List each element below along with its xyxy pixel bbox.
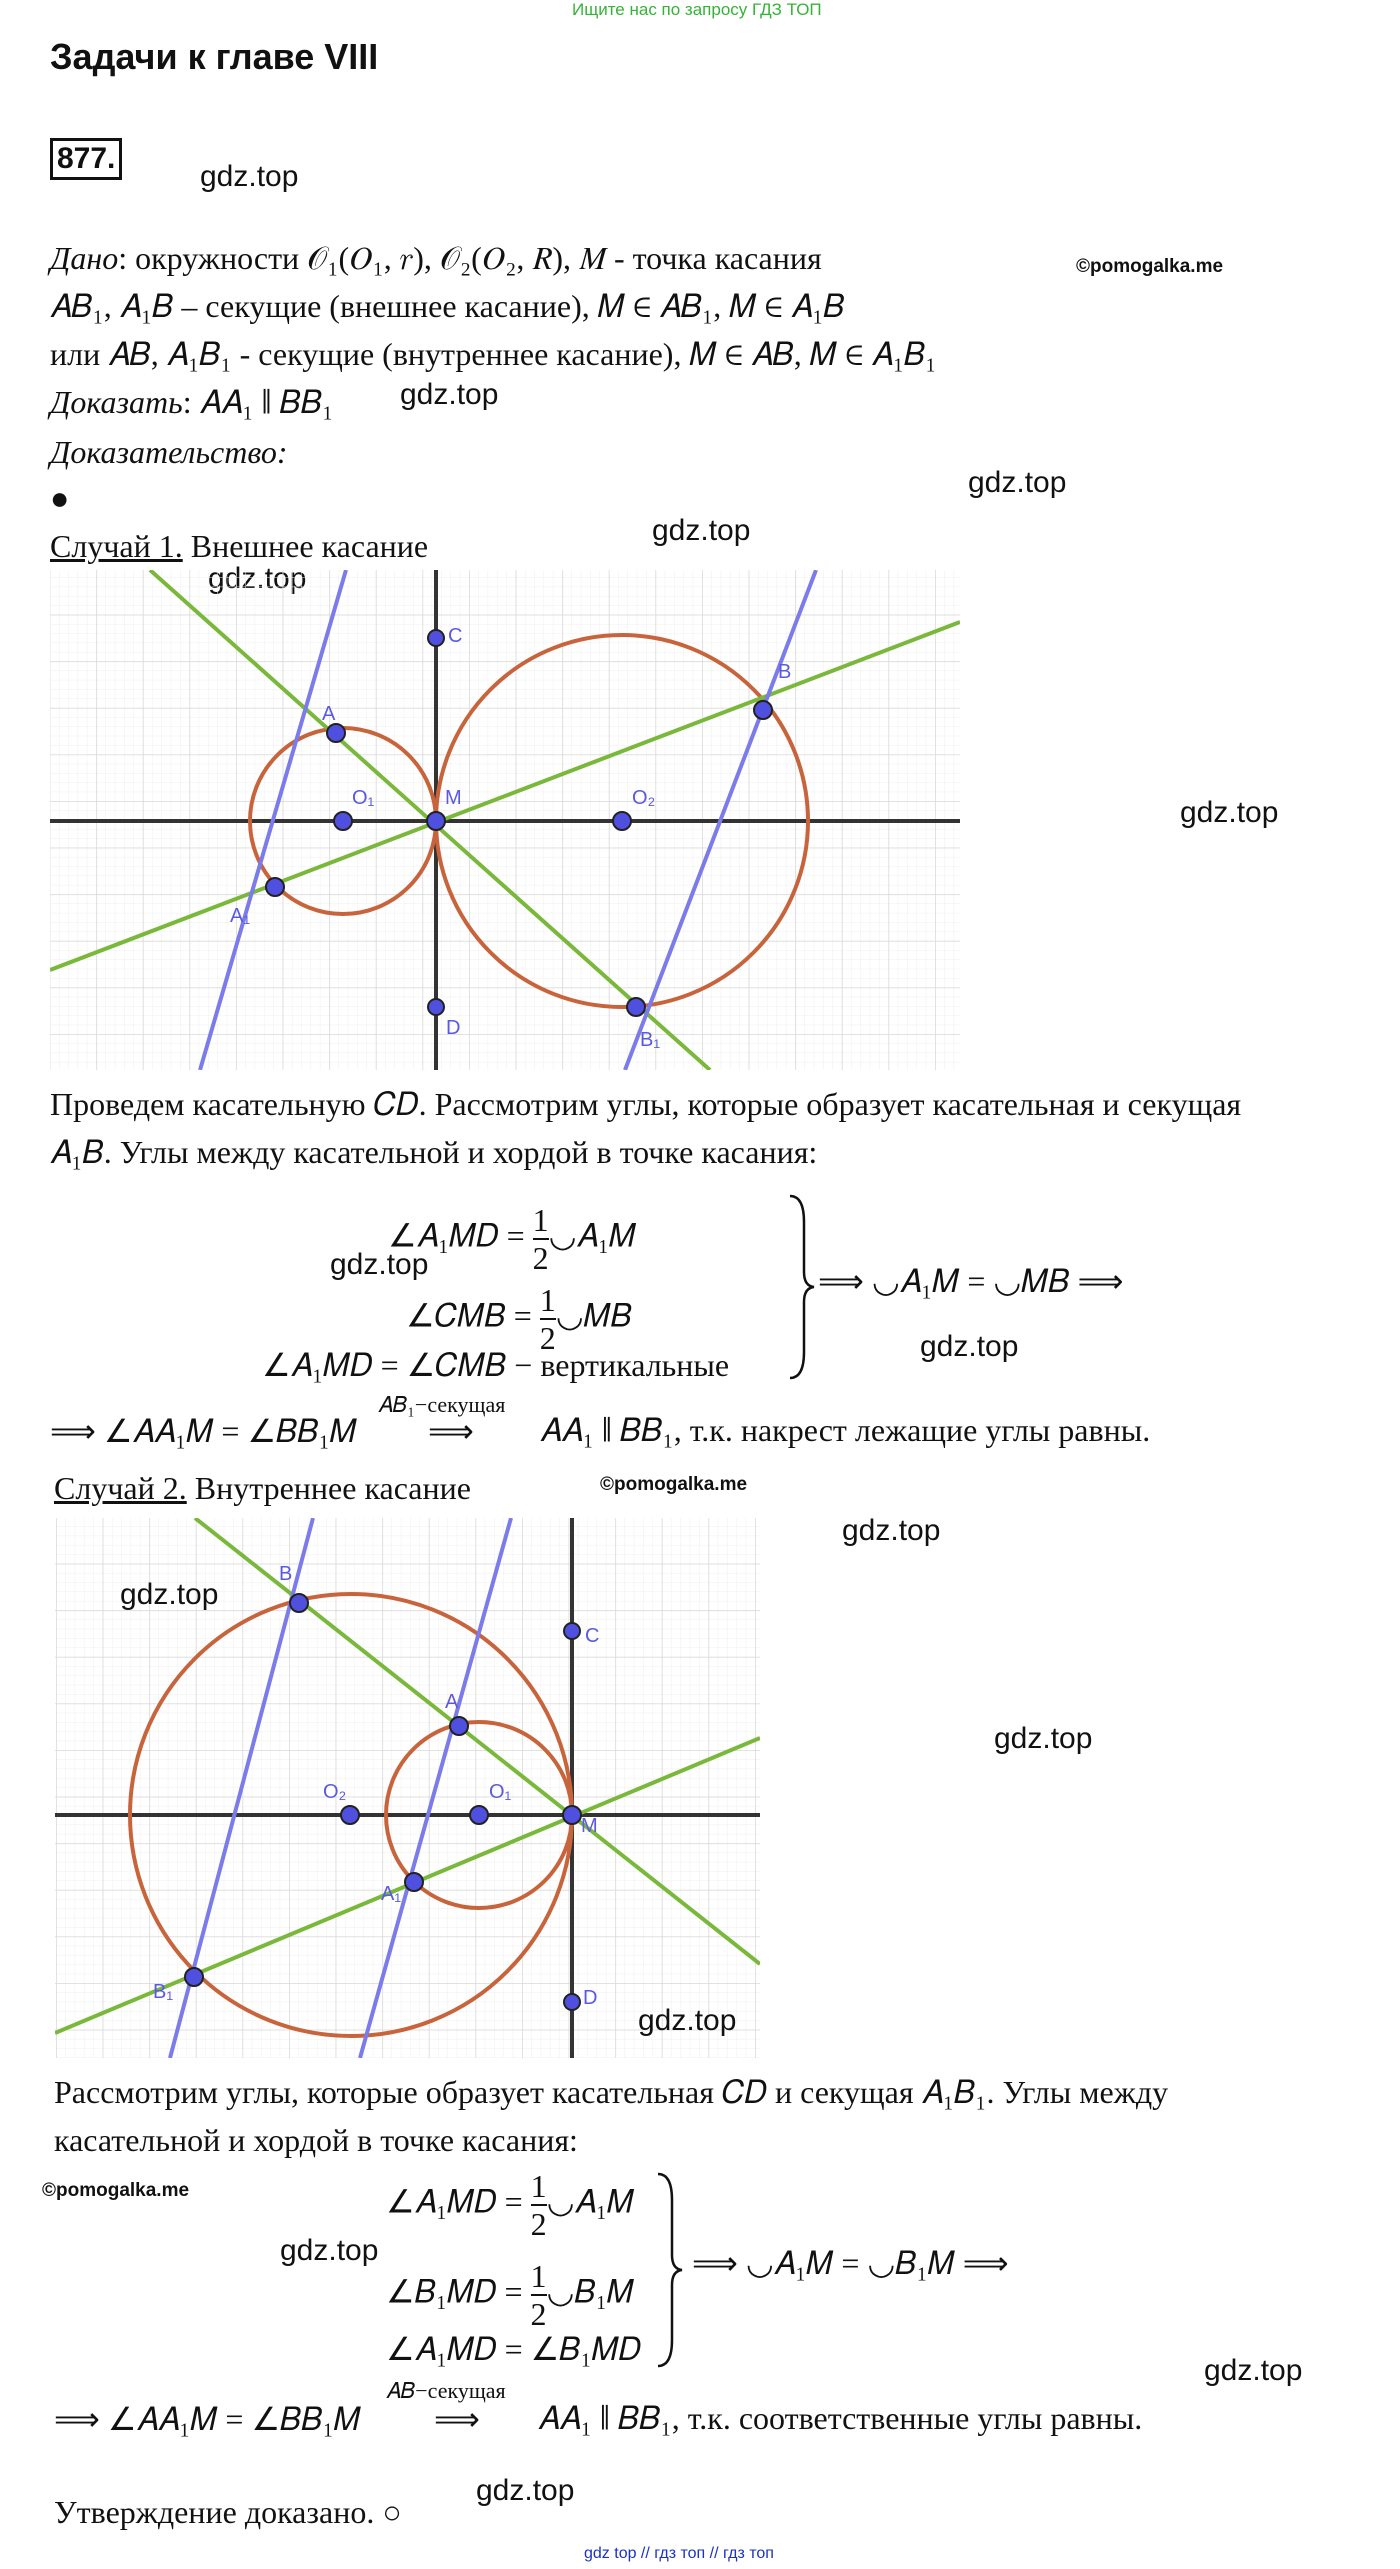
case1-eq-1: ∠𝐴₁𝑀𝐷 = $\frac{1}{2}$ ◡𝐴₁𝑀	[388, 1202, 637, 1276]
label-c: C	[585, 1625, 600, 1647]
label-d: D	[583, 1987, 598, 2009]
label-b1: B₁	[153, 1981, 174, 2003]
case1-para-2: 𝐴₁𝐵. Углы между касательной и хордой в точке касания:	[50, 1134, 818, 1170]
case2-arrow: ⟹	[434, 2401, 480, 2437]
watermark-gdz: gdz.top	[280, 2234, 379, 2267]
case1-arrow-label: 𝐴𝐵₁−секущая	[378, 1392, 506, 1417]
label-b1: B₁	[640, 1029, 661, 1051]
point-a	[450, 1717, 468, 1735]
label-o2: O₂	[632, 787, 656, 809]
point-m	[563, 1806, 581, 1824]
case1-title: Случай 1.	[50, 528, 183, 564]
point-a1	[405, 1873, 423, 1891]
watermark-gdz: gdz.top	[842, 1514, 941, 1547]
point-b1	[627, 998, 645, 1016]
point-b	[754, 701, 772, 719]
given-line-1	[50, 240, 822, 278]
given-label: Дано	[50, 240, 119, 276]
label-o1: O₁	[489, 1781, 512, 1803]
label-c: C	[448, 625, 463, 647]
label-o2: O₂	[323, 1781, 347, 1803]
watermark-gdz: gdz.top	[400, 378, 499, 411]
case1-eq-3: ∠𝐴₁𝑀𝐷 = ∠𝐶𝑀𝐵 − вертикальные	[262, 1347, 730, 1383]
watermark-pomogalka: ©pomogalka.me	[1076, 256, 1224, 277]
watermark-gdz: gdz.top	[994, 1722, 1093, 1755]
point-c	[564, 1623, 580, 1639]
label-b: B	[279, 1563, 293, 1585]
watermark-gdz: gdz.top	[330, 1248, 429, 1281]
prove-label: Доказать	[50, 384, 183, 420]
point-o1	[334, 812, 352, 830]
case2-eq-2: ∠𝐵₁𝑀𝐷 = $\frac{1}{2}$ ◡𝐵₁𝑀	[386, 2258, 634, 2332]
point-c	[428, 630, 444, 646]
prove-text: : 𝐴𝐴₁ ∥ 𝐵𝐵₁	[182, 384, 334, 420]
label-d: D	[446, 1017, 461, 1039]
point-b	[290, 1594, 308, 1612]
given-text: : окружности 𝒪₁(𝑂₁, 𝑟), 𝒪₂(𝑂₂, 𝑅), 𝑀 - точка касания	[118, 240, 822, 276]
watermark-gdz: gdz.top	[1204, 2354, 1303, 2387]
given-line-3: или 𝐴𝐵, 𝐴₁𝐵₁ - секущие (внутреннее касание), 𝑀 ∈ 𝐴𝐵, 𝑀 ∈ 𝐴₁𝐵₁	[50, 336, 937, 372]
case2-header	[54, 1470, 471, 1507]
bullet: ●	[50, 480, 70, 516]
point-d	[564, 1994, 580, 2010]
watermark-gdz: gdz.top	[200, 160, 299, 193]
case2-title: Случай 2.	[54, 1470, 187, 1506]
point-d	[428, 999, 444, 1015]
case1-header	[50, 528, 428, 565]
watermark-gdz: gdz.top	[476, 2474, 575, 2507]
case2-para-2: касательной и хордой в точке касания:	[54, 2122, 578, 2158]
watermark-gdz: gdz.top	[920, 1330, 1019, 1363]
case1-arrow: ⟹	[428, 1413, 474, 1449]
case2-eq-3: ∠𝐴₁𝑀𝐷 = ∠𝐵₁𝑀𝐷	[386, 2331, 642, 2367]
case1-para-1: Проведем касательную 𝐶𝐷. Рассмотрим углы, которые образует касательная и секущая	[50, 1086, 1242, 1122]
watermark-gdz: gdz.top	[120, 1578, 219, 1611]
watermark-gdz: gdz.top	[1180, 796, 1279, 829]
watermark-pomogalka: ©pomogalka.me	[42, 2180, 190, 2201]
case1-conclusion-right: 𝐴𝐴₁ ∥ 𝐵𝐵₁, т.к. накрест лежащие углы равны.	[540, 1412, 1151, 1448]
point-o1	[470, 1806, 488, 1824]
footer-links[interactable]: gdz top // гдз топ // гдз топ	[584, 2545, 774, 2562]
prove-line	[50, 384, 333, 422]
point-m	[427, 812, 445, 830]
case1-brace-result: ⟹ ◡𝐴₁𝑀 = ◡𝑀𝐵 ⟹	[818, 1263, 1124, 1299]
watermark-gdz: gdz.top	[968, 466, 1067, 499]
case2-brace-result: ⟹ ◡𝐴₁𝑀 = ◡𝐵₁𝑀 ⟹	[692, 2245, 1009, 2281]
point-a1	[266, 878, 284, 896]
page-title: Задачи к главе VIII	[50, 36, 379, 77]
case1-diagram	[50, 570, 960, 1070]
watermark-gdz: gdz.top	[652, 514, 751, 547]
case2-conclusion-left: ⟹ ∠𝐴𝐴₁𝑀 = ∠𝐵𝐵₁𝑀	[54, 2401, 361, 2437]
top-banner: Ищите нас по запросу ГДЗ ТОП	[572, 0, 822, 19]
case2-arrow-label: 𝐴𝐵−секущая	[386, 2378, 506, 2403]
case2-para-1: Рассмотрим углы, которые образует касательная 𝐶𝐷 и секущая 𝐴₁𝐵₁. Углы между	[54, 2074, 1169, 2110]
case1-eq-2: ∠𝐶𝑀𝐵 = $\frac{1}{2}$ ◡𝑀𝐵	[406, 1282, 632, 1356]
problem-number: 877.	[50, 138, 122, 180]
proof-label: Доказательство:	[50, 434, 288, 470]
case2-eq-1: ∠𝐴₁𝑀𝐷 = $\frac{1}{2}$ ◡𝐴₁𝑀	[386, 2168, 635, 2242]
label-b: B	[778, 661, 792, 683]
label-a: A	[445, 1691, 459, 1713]
case1-brace	[786, 1192, 816, 1382]
label-m: M	[581, 1815, 598, 1837]
label-a: A	[322, 703, 336, 725]
point-a	[327, 724, 345, 742]
label-m: M	[445, 787, 462, 809]
point-o2	[613, 812, 631, 830]
watermark-gdz: gdz.top	[638, 2004, 737, 2037]
label-a1: A₁	[381, 1883, 402, 1905]
case1-conclusion-left: ⟹ ∠𝐴𝐴₁𝑀 = ∠𝐵𝐵₁𝑀	[50, 1413, 357, 1449]
label-a1: A₁	[230, 905, 251, 927]
case1-subtitle: Внешнее касание	[182, 528, 429, 564]
case2-conclusion-right: 𝐴𝐴₁ ∥ 𝐵𝐵₁, т.к. соответственные углы равны.	[538, 2400, 1143, 2436]
final-statement: Утверждение доказано. ○	[54, 2494, 402, 2530]
label-o1: O₁	[352, 787, 375, 809]
point-o2	[341, 1806, 359, 1824]
given-line-2: 𝐴𝐵₁, 𝐴₁𝐵 – секущие (внешнее касание), 𝑀 ∈ 𝐴𝐵₁, 𝑀 ∈ 𝐴₁𝐵	[50, 288, 845, 324]
watermark-pomogalka: ©pomogalka.me	[600, 1474, 748, 1495]
case2-subtitle: Внутреннее касание	[186, 1470, 471, 1506]
case2-brace	[654, 2170, 684, 2370]
point-b1	[185, 1968, 203, 1986]
